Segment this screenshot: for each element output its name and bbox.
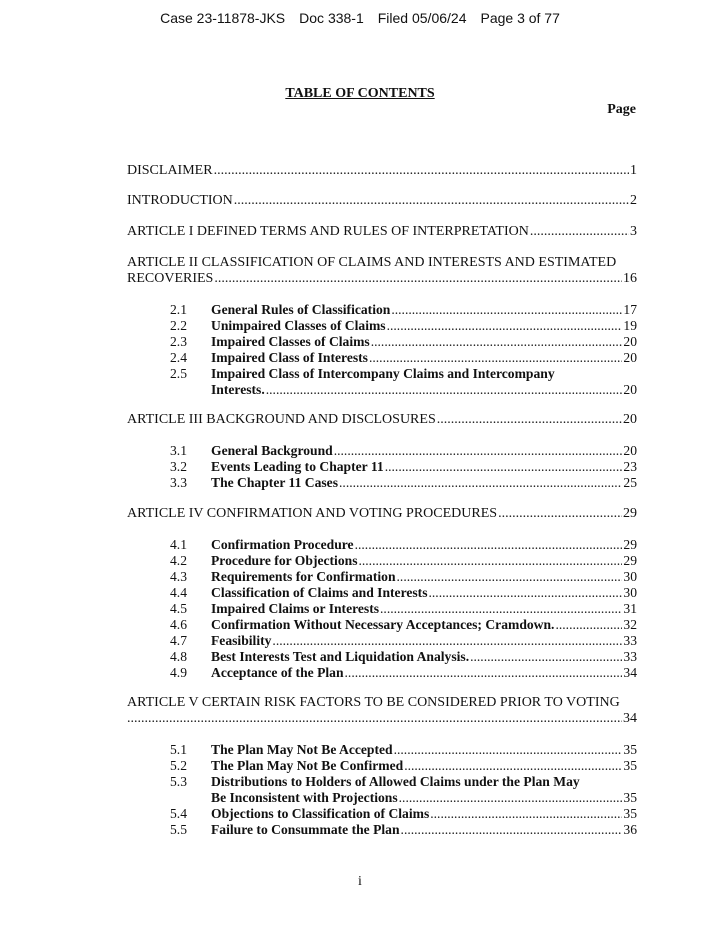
- section-title: Impaired Classes of Claims: [211, 334, 370, 349]
- section-number: 4.1: [170, 537, 187, 552]
- leader-dots: [380, 601, 622, 617]
- toc-entry-text: ARTICLE I DEFINED TERMS AND RULES OF INTERPRETATION: [127, 224, 529, 239]
- leader-dots: [387, 318, 623, 334]
- toc-entry-text: RECOVERIES: [127, 271, 214, 286]
- toc-section-5-1[interactable]: [170, 742, 637, 758]
- section-title: General Rules of Classification: [211, 302, 391, 317]
- section-title: Impaired Class of Intercompany Claims and Intercompany: [211, 366, 555, 381]
- toc-section-5-5[interactable]: [170, 822, 637, 838]
- section-title: Confirmation Procedure: [211, 537, 354, 552]
- section-title: General Background: [211, 443, 333, 458]
- section-title: The Chapter 11 Cases: [211, 475, 339, 490]
- section-title: Objections to Classification of Claims: [211, 806, 430, 821]
- toc-entry-article-2[interactable]: [127, 271, 637, 287]
- section-number: 2.5: [170, 366, 187, 381]
- leader-dots: [391, 302, 622, 318]
- toc-entry-page: 16: [623, 271, 637, 286]
- toc-entry-page: 1: [630, 163, 637, 178]
- section-title: Impaired Class of Interests: [211, 350, 368, 365]
- section-page: 30: [623, 585, 637, 600]
- leader-dots: [399, 790, 623, 806]
- section-title: Interests.: [211, 382, 265, 397]
- section-title: Unimpaired Classes of Claims: [211, 318, 386, 333]
- leader-dots: [394, 742, 623, 758]
- section-page: 30: [623, 569, 637, 584]
- section-number: 3.1: [170, 443, 187, 458]
- section-title: Feasibility: [211, 633, 272, 648]
- toc-entry-article-4[interactable]: [127, 506, 637, 522]
- section-number: 4.5: [170, 601, 187, 616]
- toc-entry-text: ARTICLE IV CONFIRMATION AND VOTING PROCEDURES: [127, 506, 498, 521]
- section-number: 2.4: [170, 350, 187, 365]
- section-title: The Plan May Not Be Confirmed: [211, 758, 404, 773]
- leader-dots: [401, 822, 623, 838]
- section-title: Acceptance of the Plan: [211, 665, 344, 680]
- toc-section-4-5[interactable]: [170, 601, 637, 617]
- section-title: Classification of Claims and Interests: [211, 585, 428, 600]
- toc-section-3-1[interactable]: [170, 443, 637, 459]
- section-page: 35: [623, 790, 637, 805]
- section-page: 20: [623, 350, 637, 365]
- toc-entry-article-1[interactable]: [127, 224, 637, 240]
- section-number: 3.3: [170, 475, 187, 490]
- section-number: 5.5: [170, 822, 187, 837]
- leader-dots: [127, 711, 622, 727]
- leader-dots: [437, 412, 622, 428]
- section-page: 35: [623, 758, 637, 773]
- section-page: 17: [623, 302, 637, 317]
- leader-dots: [404, 758, 622, 774]
- leader-dots: [339, 475, 622, 491]
- section-title: Impaired Claims or Interests: [211, 601, 380, 616]
- toc-entry-article-5-line1[interactable]: ARTICLE V CERTAIN RISK FACTORS TO BE CONSIDERED PRIOR TO VOTING: [127, 695, 620, 710]
- section-number: 4.6: [170, 617, 187, 632]
- section-page: 33: [623, 633, 637, 648]
- toc-entry-article-3[interactable]: [127, 412, 637, 428]
- toc-section-5-4[interactable]: [170, 806, 637, 822]
- toc-section-4-7[interactable]: [170, 633, 637, 649]
- toc-section-4-3[interactable]: [170, 569, 637, 585]
- toc-section-5-3-line1[interactable]: [170, 774, 580, 790]
- section-number: 2.3: [170, 334, 187, 349]
- toc-section-4-2[interactable]: [170, 553, 637, 569]
- section-number: 5.1: [170, 742, 187, 757]
- section-page: 33: [623, 649, 637, 664]
- page-column-label: Page: [607, 102, 636, 117]
- toc-section-2-5[interactable]: [170, 382, 637, 398]
- section-page: 35: [623, 806, 637, 821]
- toc-entry-article-2-line1[interactable]: ARTICLE II CLASSIFICATION OF CLAIMS AND INTERESTS AND ESTIMATED: [127, 255, 617, 270]
- leader-dots: [345, 665, 623, 681]
- leader-dots: [214, 163, 629, 179]
- leader-dots: [234, 193, 629, 209]
- filing-header: [0, 10, 720, 26]
- toc-entry-introduction[interactable]: [127, 193, 637, 209]
- toc-section-4-1[interactable]: [170, 537, 637, 553]
- section-title: Best Interests Test and Liquidation Analysis.: [211, 649, 470, 664]
- case-number: Case 23-11878-JKS: [160, 10, 286, 26]
- toc-section-2-5-line1[interactable]: [170, 366, 555, 382]
- section-number: 4.4: [170, 585, 187, 600]
- toc-section-4-6[interactable]: [170, 617, 637, 633]
- leader-dots: [358, 553, 622, 569]
- section-page: 31: [623, 601, 637, 616]
- section-number: 3.2: [170, 459, 187, 474]
- toc-section-3-3[interactable]: [170, 475, 637, 491]
- leader-dots: [214, 271, 622, 287]
- toc-entry-page: 20: [623, 412, 637, 427]
- toc-section-2-1[interactable]: [170, 302, 637, 318]
- section-page: 20: [623, 382, 637, 397]
- leader-dots: [334, 443, 623, 459]
- section-number: 4.9: [170, 665, 187, 680]
- section-number: 4.3: [170, 569, 187, 584]
- leader-dots: [470, 649, 622, 665]
- toc-section-2-4[interactable]: [170, 350, 637, 366]
- toc-section-2-2[interactable]: [170, 318, 637, 334]
- toc-entry-page: 34: [623, 711, 637, 726]
- section-number: 4.8: [170, 649, 187, 664]
- section-page: 34: [623, 665, 637, 680]
- section-page: 29: [623, 537, 637, 552]
- toc-section-3-2[interactable]: [170, 459, 637, 475]
- section-number: 5.3: [170, 774, 187, 789]
- leader-dots: [530, 224, 629, 240]
- section-number: 5.4: [170, 806, 187, 821]
- leader-dots: [355, 537, 623, 553]
- section-page: 20: [623, 443, 637, 458]
- section-title: Be Inconsistent with Projections: [211, 790, 398, 805]
- doc-number: Doc 338-1: [299, 10, 364, 26]
- toc-entry-text: DISCLAIMER: [127, 163, 213, 178]
- section-number: 4.7: [170, 633, 187, 648]
- section-page: 20: [623, 334, 637, 349]
- leader-dots: [429, 585, 623, 601]
- toc-section-4-9[interactable]: [170, 665, 637, 681]
- toc-section-2-3[interactable]: [170, 334, 637, 350]
- leader-dots: [397, 569, 623, 585]
- toc-entry-article-5[interactable]: [127, 711, 637, 727]
- section-title: Procedure for Objections: [211, 553, 358, 568]
- toc-section-5-3[interactable]: [170, 790, 637, 806]
- section-title: The Plan May Not Be Accepted: [211, 742, 393, 757]
- toc-section-4-8[interactable]: [170, 649, 637, 665]
- toc-entry-page: 2: [630, 193, 637, 208]
- section-number: 2.1: [170, 302, 187, 317]
- toc-entry-text: ARTICLE III BACKGROUND AND DISCLOSURES: [127, 412, 436, 427]
- section-page: 35: [623, 742, 637, 757]
- leader-dots: [430, 806, 622, 822]
- section-number: 4.2: [170, 553, 187, 568]
- section-title: Distributions to Holders of Allowed Claims under the Plan May: [211, 774, 580, 789]
- toc-entry-page: 29: [623, 506, 637, 521]
- toc-title: TABLE OF CONTENTS: [285, 86, 435, 101]
- leader-dots: [385, 459, 623, 475]
- leader-dots: [555, 617, 622, 633]
- filed-date: Filed 05/06/24: [377, 10, 467, 26]
- section-number: 5.2: [170, 758, 187, 773]
- leader-dots: [371, 334, 623, 350]
- section-title: Confirmation Without Necessary Acceptances; Cramdown.: [211, 617, 555, 632]
- page-count: Page 3 of 77: [480, 10, 560, 26]
- leader-dots: [266, 382, 623, 398]
- section-title: Events Leading to Chapter 11: [211, 459, 384, 474]
- toc-entry-disclaimer[interactable]: [127, 163, 637, 179]
- section-title: Requirements for Confirmation: [211, 569, 396, 584]
- toc-entry-page: 3: [630, 224, 637, 239]
- page-number-footer: i: [358, 874, 362, 889]
- section-page: 19: [623, 318, 637, 333]
- section-page: 36: [623, 822, 637, 837]
- leader-dots: [272, 633, 622, 649]
- leader-dots: [498, 506, 622, 522]
- leader-dots: [369, 350, 622, 366]
- toc-entry-text: INTRODUCTION: [127, 193, 233, 208]
- section-page: 32: [623, 617, 637, 632]
- section-page: 23: [623, 459, 637, 474]
- toc-section-5-2[interactable]: [170, 758, 637, 774]
- section-title: Failure to Consummate the Plan: [211, 822, 400, 837]
- section-number: 2.2: [170, 318, 187, 333]
- section-page: 29: [623, 553, 637, 568]
- toc-section-4-4[interactable]: [170, 585, 637, 601]
- section-page: 25: [623, 475, 637, 490]
